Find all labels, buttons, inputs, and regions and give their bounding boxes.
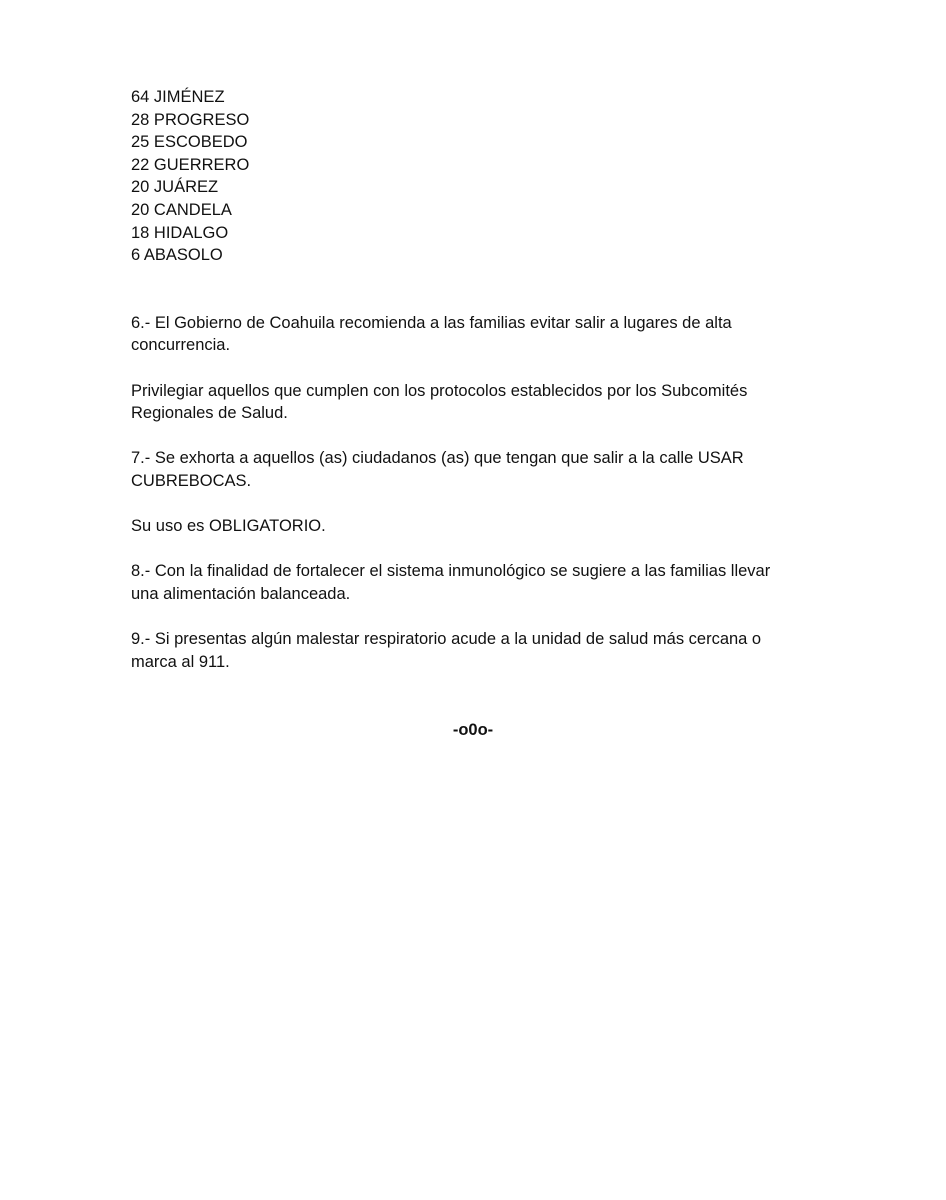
spacer [131,538,811,561]
list-item: 64 JIMÉNEZ [131,88,225,106]
paragraph-recommendation-7: 7.- Se exhorta a aquellos (as) ciudadanos (as) que tengan que salir a la calle USAR CUBREBOCAS. [131,449,744,490]
paragraph-recommendation-8: 8.- Con la finalidad de fortalecer el sistema inmunológico se sugiere a las familias llevar una alimentación balanceada. [131,562,771,603]
paragraph-recommendation-9: 9.- Si presentas algún malestar respiratorio acude a la unidad de salud más cercana o marca al 911. [131,630,762,671]
list-item: 6 ABASOLO [131,246,223,265]
closing-mark: -o0o- [452,721,494,739]
list-item: 20 JUÁREZ [131,178,219,197]
paragraph-mandatory: Su uso es OBLIGATORIO. [131,517,326,536]
list-item: 28 PROGRESO [131,110,250,129]
municipality-list [131,86,811,267]
list-item: 22 GUERRERO [131,155,250,174]
spacer [131,267,811,312]
spacer [131,493,811,516]
spacer [131,357,811,380]
list-item: 20 CANDELA [131,200,232,219]
list-item: 18 HIDALGO [131,223,229,242]
document-page [131,86,811,673]
spacer [131,425,811,448]
paragraph-protocols: Privilegiar aquellos que cumplen con los protocolos establecidos por los Subcomités Regionales de Salud. [131,381,748,423]
paragraph-recommendation-6: 6.- El Gobierno de Coahuila recomienda a las familias evitar salir a lugares de alta concurrencia. [131,313,732,355]
list-item: 25 ESCOBEDO [131,133,248,152]
spacer [131,605,811,628]
